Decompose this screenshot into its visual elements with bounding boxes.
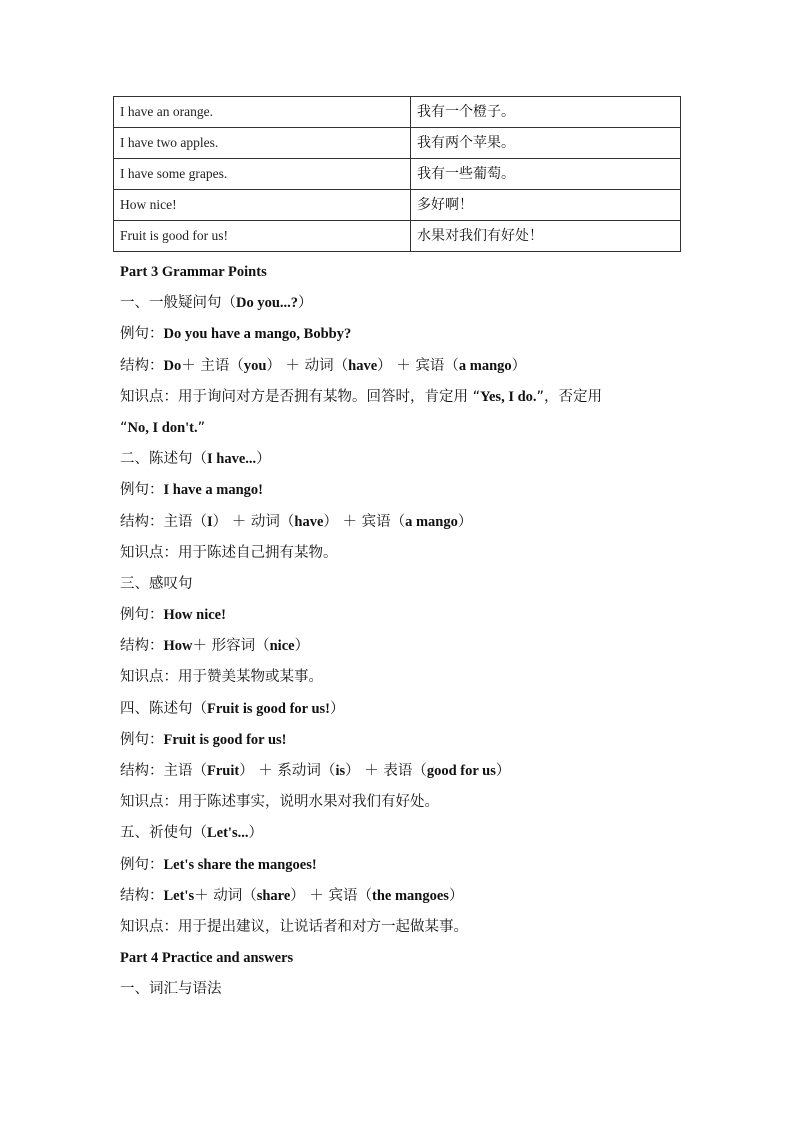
structure-part: a mango xyxy=(405,513,458,530)
section-title-end: ） xyxy=(256,451,271,468)
structure-part: Fruit xyxy=(207,763,240,779)
section-title-en: I have... xyxy=(207,451,257,468)
structure-part: ） ＋ 表语（ xyxy=(345,763,427,779)
structure-part: 主语（ xyxy=(163,763,207,779)
section-1-knowledge-cont xyxy=(120,413,690,444)
structure-label: 结构： xyxy=(120,763,164,779)
knowledge-text: 用于询问对方是否拥有某物。回答时，肯定用 “ xyxy=(178,388,481,405)
quote-open: “ xyxy=(120,419,128,436)
table-row xyxy=(114,97,681,128)
structure-label: 结构： xyxy=(120,357,164,374)
table-row xyxy=(114,128,681,159)
structure-part: ） xyxy=(511,357,527,374)
structure-part: I xyxy=(207,513,213,530)
structure-part: have xyxy=(294,513,324,530)
knowledge-label: 知识点： xyxy=(120,544,178,561)
quote-close: ” xyxy=(197,419,206,436)
structure-part: ） xyxy=(294,638,310,655)
table-row xyxy=(114,221,681,252)
table-cell-chinese: 我有两个苹果。 xyxy=(411,128,681,159)
example-label: 例句： xyxy=(120,326,164,343)
section-1-example xyxy=(120,319,690,350)
section-title-zh: 四、陈述句（ xyxy=(120,700,207,717)
structure-part: you xyxy=(243,357,267,374)
section-2-title xyxy=(120,444,690,475)
structure-part: ） ＋ 系动词（ xyxy=(239,763,336,779)
section-3-title xyxy=(120,569,690,600)
section-4-structure xyxy=(120,756,690,787)
knowledge-quote: No, I don't. xyxy=(127,419,198,436)
section-title-en: Fruit is good for us! xyxy=(207,700,330,717)
example-text: I have a mango! xyxy=(163,482,263,499)
structure-part: ） xyxy=(495,763,511,779)
section-title-en: Do you...? xyxy=(236,295,299,312)
section-2-knowledge xyxy=(120,538,690,569)
knowledge-label: 知识点： xyxy=(120,918,178,935)
section-title-end: ） xyxy=(248,825,263,842)
knowledge-quote: Yes, I do. xyxy=(480,388,537,405)
part4-section-1-title xyxy=(120,974,690,1005)
section-5-title xyxy=(120,818,690,849)
section-title-zh: 三、感叹句 xyxy=(120,575,193,592)
section-title-end: ） xyxy=(298,295,313,312)
example-text: Do you have a mango, Bobby? xyxy=(163,326,352,343)
section-title-end: ） xyxy=(330,700,345,717)
knowledge-label: 知识点： xyxy=(120,388,178,405)
knowledge-text: 用于赞美某物或某事。 xyxy=(178,669,323,686)
structure-part: ） ＋ 宾语（ xyxy=(323,513,406,530)
section-4-title xyxy=(120,694,690,725)
structure-part: ） ＋ 动词（ xyxy=(266,357,349,374)
part4-heading: Part 4 Practice and answers xyxy=(120,950,294,967)
section-5-knowledge xyxy=(120,912,690,943)
table-cell-english: I have some grapes. xyxy=(114,159,411,190)
structure-part: share xyxy=(256,887,291,904)
example-label: 例句： xyxy=(120,482,164,499)
table-cell-chinese: 多好啊！ xyxy=(411,190,681,221)
section-3-example xyxy=(120,600,690,631)
structure-part: is xyxy=(335,763,346,779)
structure-part: a mango xyxy=(458,357,512,374)
table-cell-english: I have two apples. xyxy=(114,128,411,159)
knowledge-text: 用于陈述事实，说明水果对我们有好处。 xyxy=(178,794,439,811)
example-label: 例句： xyxy=(120,731,164,748)
section-3-knowledge xyxy=(120,662,690,693)
part3-heading: Part 3 Grammar Points xyxy=(120,264,267,280)
structure-part: Let's xyxy=(163,887,195,904)
structure-part: ） xyxy=(457,513,473,530)
knowledge-label: 知识点： xyxy=(120,669,178,686)
knowledge-text: 用于提出建议，让说话者和对方一起做某事。 xyxy=(178,918,468,935)
example-text: Fruit is good for us! xyxy=(163,731,287,748)
structure-part: have xyxy=(348,357,378,374)
structure-label: 结构： xyxy=(120,513,164,530)
structure-part: ） xyxy=(448,887,464,904)
section-2-structure xyxy=(120,507,690,538)
table-cell-english: How nice! xyxy=(114,190,411,221)
structure-part: ） ＋ 动词（ xyxy=(212,513,295,530)
example-label: 例句： xyxy=(120,856,164,873)
structure-part: good for us xyxy=(426,763,496,779)
section-title-zh: 五、祈使句（ xyxy=(120,825,207,842)
structure-part: ＋ 形容词（ xyxy=(192,638,270,655)
grammar-content xyxy=(120,257,690,1006)
example-text: Let's share the mangoes! xyxy=(163,856,317,873)
structure-part: How xyxy=(163,638,193,655)
structure-part: ＋ 主语（ xyxy=(181,357,244,374)
section-5-structure xyxy=(120,881,690,912)
table-cell-chinese: 我有一个橙子。 xyxy=(411,97,681,128)
structure-part: Do xyxy=(163,357,182,374)
table-row xyxy=(114,190,681,221)
structure-label: 结构： xyxy=(120,887,164,904)
structure-part: ＋ 动词（ xyxy=(194,887,257,904)
knowledge-text: 用于陈述自己拥有某物。 xyxy=(178,544,338,561)
phrase-table xyxy=(113,96,681,252)
section-3-structure xyxy=(120,631,690,662)
example-text: How nice! xyxy=(163,607,226,624)
table-cell-english: I have an orange. xyxy=(114,97,411,128)
table-cell-chinese: 我有一些葡萄。 xyxy=(411,159,681,190)
structure-part: ） ＋ 宾语（ xyxy=(290,887,373,904)
section-title-en: Let's... xyxy=(207,825,249,842)
structure-part: the mangoes xyxy=(372,887,449,904)
section-1-structure xyxy=(120,351,690,382)
section-5-example xyxy=(120,850,690,881)
section-title-zh: 二、陈述句（ xyxy=(120,451,207,468)
section-1-title xyxy=(120,288,690,319)
structure-part: nice xyxy=(269,638,295,655)
section-title-zh: 一、词汇与语法 xyxy=(120,981,222,998)
example-label: 例句： xyxy=(120,607,164,624)
table-cell-english: Fruit is good for us! xyxy=(114,221,411,252)
section-title-zh: 一、一般疑问句（ xyxy=(120,295,236,312)
section-4-example xyxy=(120,725,690,756)
section-1-knowledge xyxy=(120,382,690,413)
knowledge-text: ”，否定用 xyxy=(536,388,603,405)
section-4-knowledge xyxy=(120,787,690,818)
table-row xyxy=(114,159,681,190)
structure-label: 结构： xyxy=(120,638,164,655)
table-cell-chinese: 水果对我们有好处！ xyxy=(411,221,681,252)
knowledge-label: 知识点： xyxy=(120,794,178,811)
section-2-example xyxy=(120,475,690,506)
structure-part: 主语（ xyxy=(163,513,207,530)
structure-part: ） ＋ 宾语（ xyxy=(377,357,459,374)
